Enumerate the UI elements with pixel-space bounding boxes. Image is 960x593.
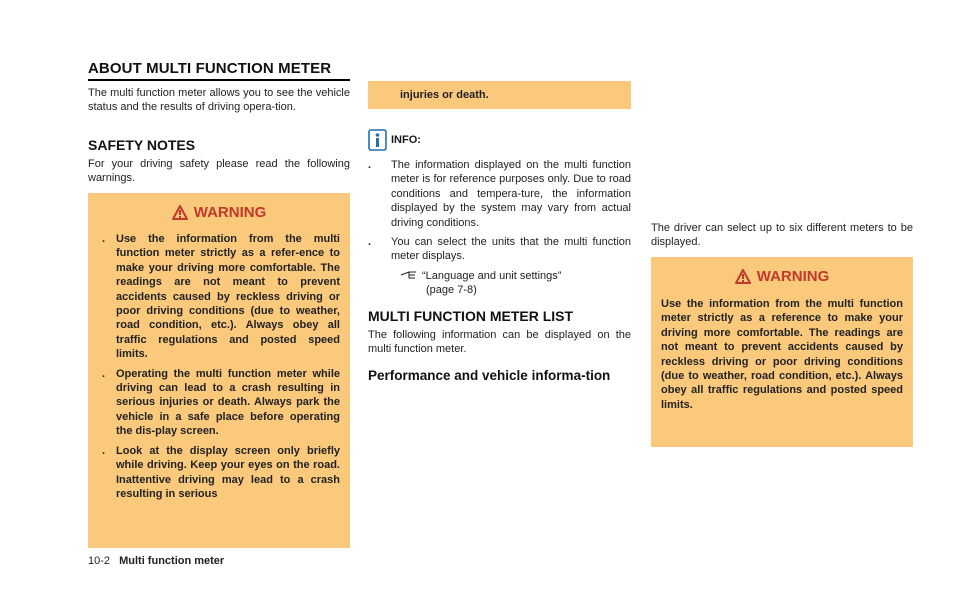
warning-triangle-icon — [172, 205, 188, 220]
page-reference[interactable] — [368, 269, 631, 298]
info-item-text: You can select the units that the multi function meter displays. — [391, 236, 631, 263]
info-icon — [368, 129, 387, 151]
warning-item: . Look at the display screen only briefly while driving. Keep your eyes on the road. Inattentive driving may lead to a crash resulting in serious — [102, 444, 340, 500]
select-text: The driver can select up to six different meters to be displayed. — [651, 222, 913, 249]
warning-text-2: Use the information from the multi function meter strictly as a reference to make your driving more comfortable. The readings are not meant to prevent accidents caused by reckless driving or poor driving conditions (due to weather, road condition, etc.). Always obey all traffic regulations and posted speed limits. — [661, 298, 903, 411]
info-title: INFO: — [391, 134, 421, 146]
footer-title: Multi function meter — [119, 555, 225, 567]
info-heading — [368, 129, 421, 151]
info-list — [368, 158, 631, 298]
warning-heading-1 — [88, 193, 350, 221]
info-item-text: The information displayed on the multi function meter is for reference purposes only. Due to road conditions and tempera-ture, the information displayed by the system may vary from actual driving conditions. — [391, 159, 631, 229]
pointing-hand-icon — [400, 269, 418, 281]
warning-heading-2 — [651, 257, 913, 285]
perf-heading: Performance and vehicle informa-tion — [368, 368, 611, 383]
warning-item: . Use the information from the multi function meter strictly as a refer-ence to make your driving more comfortable. The readings are not meant to prevent accidents caused by reckless driving or poor driving conditions (due to weather, road condition, etc.). Always obey all traffic regulations and posted speed limits. — [102, 233, 340, 361]
warning-title-1: WARNING — [193, 204, 267, 221]
title-rule — [88, 79, 350, 81]
warning-continued-text: injuries or death. — [400, 89, 489, 101]
list-heading: MULTI FUNCTION METER LIST — [368, 308, 574, 324]
intro-text: The multi function meter allows you to see the vehicle status and the results of driving opera-tion. — [88, 87, 350, 114]
page-number: 10-2 — [88, 555, 111, 567]
safety-heading: SAFETY NOTES — [88, 137, 196, 153]
warning-list-1 — [88, 221, 350, 501]
warning-item-text: Look at the display screen only briefly while driving. Keep your eyes on the road. Inattentive driving may lead to a crash resulting in serious — [116, 444, 340, 500]
warning-item-text: Operating the multi function meter while driving can lead to a crash resulting in serious injuries or death. Always park the vehicle in a safe place before operating the dis-play screen. — [116, 367, 340, 438]
warning-triangle-icon — [735, 269, 751, 284]
page-footer — [88, 555, 224, 567]
reference-page: (page 7-8) — [426, 284, 477, 297]
section-title: ABOUT MULTI FUNCTION METER — [88, 60, 332, 77]
warning-box-continued — [368, 81, 631, 109]
safety-intro: For your driving safety please read the following warnings. — [88, 158, 350, 185]
info-item: . You can select the units that the multi function meter displays. — [368, 236, 631, 263]
warning-box-1 — [88, 193, 350, 548]
warning-item: . Operating the multi function meter while driving can lead to a crash resulting in serious injuries or death. Always park the vehicle in a safe place before operating the dis-play screen. — [102, 367, 340, 438]
list-intro: The following information can be displayed on the multi function meter. — [368, 329, 631, 356]
warning-box-2 — [651, 257, 913, 447]
warning-title-2: WARNING — [756, 268, 830, 285]
warning-item-text: Use the information from the multi function meter strictly as a refer-ence to make your driving more comfortable. The readings are not meant to prevent accidents caused by reckless driving or poor driving conditions (due to weather, road condition, etc.). Always obey all traffic regulations and posted speed limits. — [116, 233, 340, 361]
reference-text: “Language and unit settings” — [422, 269, 562, 282]
info-item: . The information displayed on the multi function meter is for reference purposes only. Due to road conditions and tempera-ture, the information displayed by the system may vary from actual driving conditions. — [368, 159, 631, 229]
